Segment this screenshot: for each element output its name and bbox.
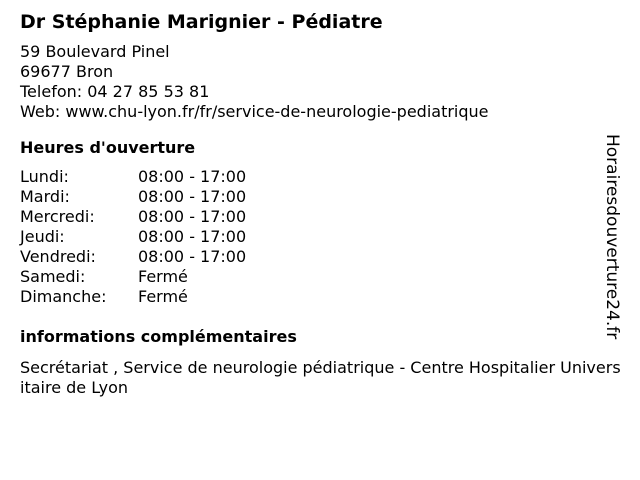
hours-row-monday (20, 167, 610, 187)
hours-time: 08:00 - 17:00 (138, 207, 247, 226)
opening-hours-heading: Heures d'ouverture (20, 138, 196, 157)
hours-time: 08:00 - 17:00 (138, 187, 247, 206)
additional-info-text: Secrétariat , Service de neurologie pédiatrique - Centre Hospitalier Universitaire de Lyon (20, 358, 621, 397)
additional-info-heading: informations complémentaires (20, 327, 297, 346)
hours-time: 08:00 - 17:00 (138, 167, 247, 186)
hours-day: Samedi: (20, 267, 86, 286)
hours-day: Vendredi: (20, 247, 96, 266)
opening-hours-table (20, 167, 610, 307)
hours-time: 08:00 - 17:00 (138, 247, 247, 266)
hours-day: Lundi: (20, 167, 69, 186)
hours-day: Mercredi: (20, 207, 95, 226)
address-block (20, 42, 610, 122)
hours-row-sunday (20, 287, 610, 307)
hours-time: Fermé (138, 287, 188, 306)
hours-day: Mardi: (20, 187, 70, 206)
hours-day: Jeudi: (20, 227, 65, 246)
hours-time: Fermé (138, 267, 188, 286)
hours-row-wednesday (20, 207, 610, 227)
hours-time: 08:00 - 17:00 (138, 227, 247, 246)
website: Web: www.chu-lyon.fr/fr/service-de-neurologie-pediatrique (20, 102, 489, 121)
street-address: 59 Boulevard Pinel (20, 42, 170, 61)
city-postcode: 69677 Bron (20, 62, 114, 81)
hours-row-friday (20, 247, 610, 267)
site-watermark: Horairesdouverture24.fr (602, 134, 622, 340)
hours-row-thursday (20, 227, 610, 247)
phone-number: Telefon: 04 27 85 53 81 (20, 82, 210, 101)
page-title: Dr Stéphanie Marignier - Pédiatre (20, 11, 383, 33)
hours-row-saturday (20, 267, 610, 287)
hours-row-tuesday (20, 187, 610, 207)
hours-day: Dimanche: (20, 287, 107, 306)
